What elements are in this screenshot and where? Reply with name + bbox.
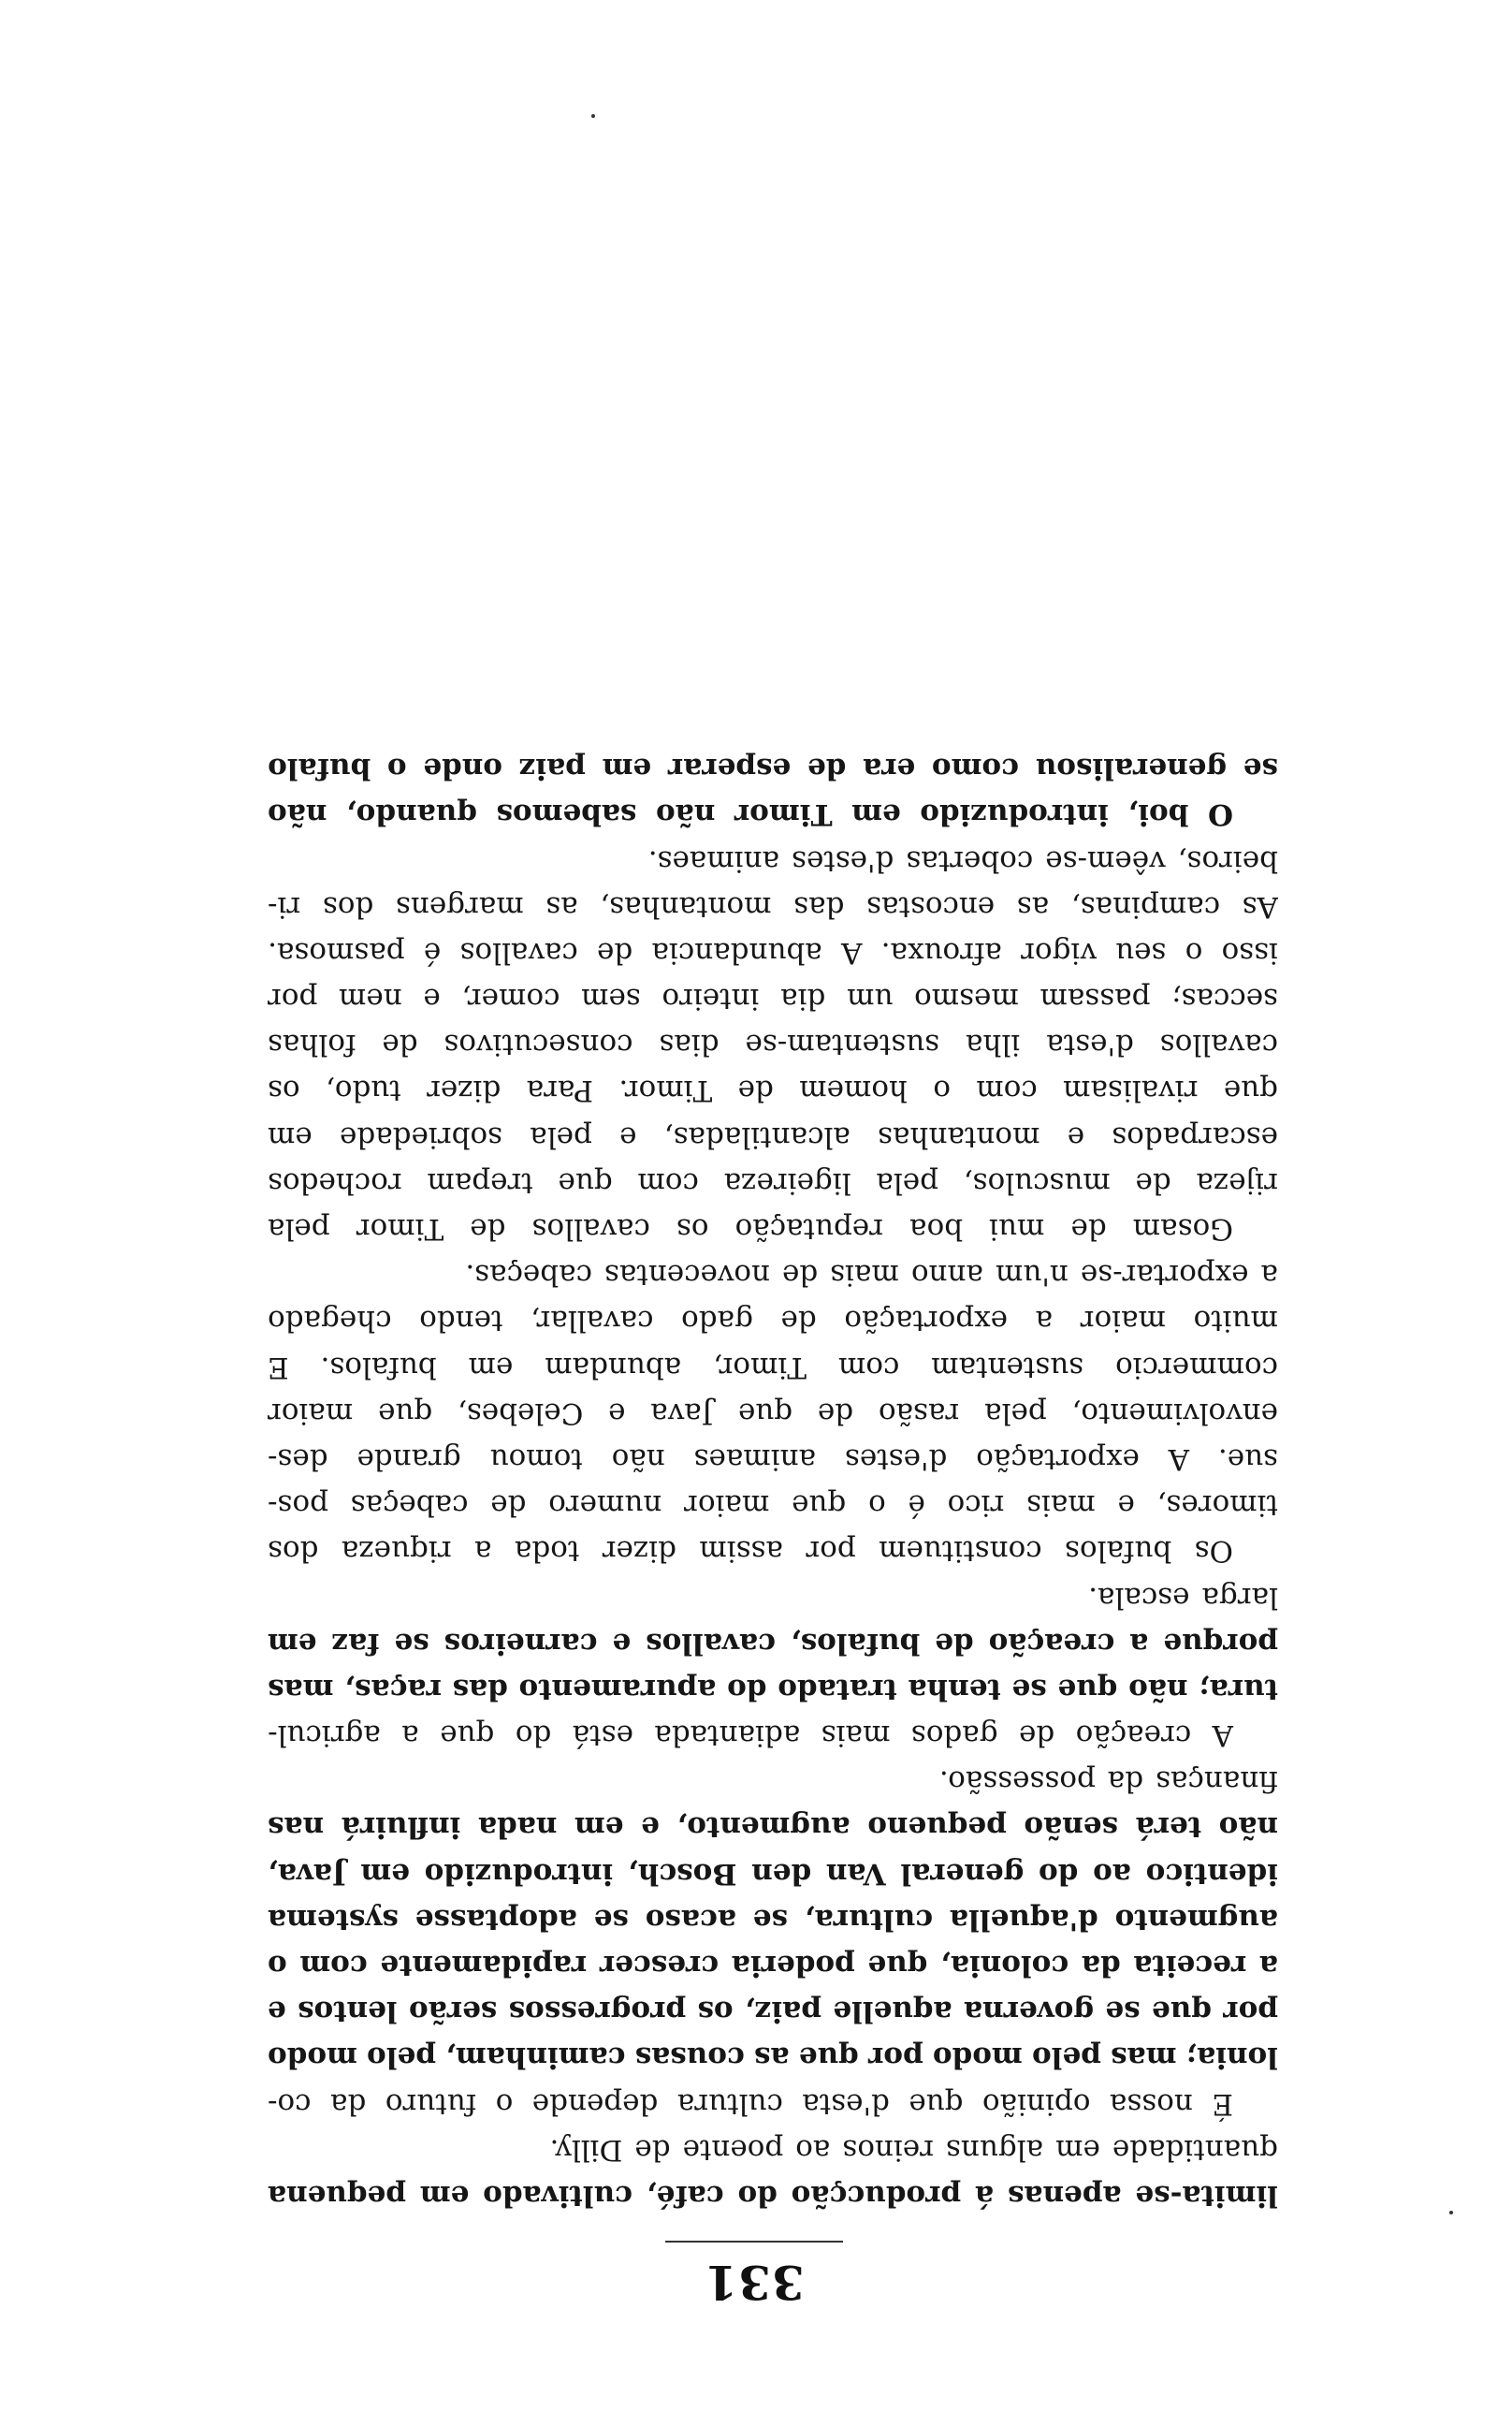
text-line: porque a creação de bufalos, cavallos e carneiros se faz em xyxy=(268,1626,1278,1660)
text-line: A creação de gados mais adiantada está do que a agricul- xyxy=(268,1718,1233,1753)
text-line: quantidade em alguns reinos ao poente de Dilly. xyxy=(549,2132,1278,2167)
paragraph xyxy=(268,1251,1278,1573)
text-line: por que se governa aquelle paiz, os progressos serão lentos e xyxy=(268,1995,1278,2029)
text-line: tura; não que se tenha tratado do apuramento das raças, mas xyxy=(268,1672,1278,1706)
text-line: seccas; passam mesmo um dia inteiro sem comer, e nem por xyxy=(268,982,1278,1016)
text-line: a receita da colonia, que poderia crescer rapidamente com o xyxy=(268,1949,1278,1983)
text-line: se generalisou como era de esperar em paiz onde o bufalo xyxy=(268,752,1278,786)
text-line: beiros, vêem-se cobertas d'estes animaes. xyxy=(647,843,1278,878)
text-line: escarpados e montanhas alcantiladas, e pela sobriedade em xyxy=(268,1119,1278,1154)
text-line: limita-se apenas á producção do café, cultivado em pequena xyxy=(268,2179,1278,2213)
ink-speck xyxy=(1449,2211,1453,2214)
text-line: isso o seu vigor afrouxa. A abundancia de cavallos é pasmosa. xyxy=(268,935,1278,970)
text-line: lonia; mas pelo modo por que as cousas caminham, pelo modo xyxy=(268,2040,1278,2075)
text-line: As campinas, as encostas das montanhas, as margens dos ri- xyxy=(268,889,1278,924)
text-line: larga escala. xyxy=(1088,1580,1278,1615)
text-line: cavallos d'esta ilha sustentam-se dias consecutivos de folhas xyxy=(268,1028,1278,1062)
page-body-text xyxy=(268,745,1278,2218)
text-line: O boi, introduzido em Timor não sabemos quando, não xyxy=(268,797,1233,832)
paragraph xyxy=(268,2126,1278,2218)
text-line: É nossa opinião que d'esta cultura depende o futuro da co- xyxy=(268,2086,1233,2121)
ink-speck xyxy=(591,114,595,118)
text-line: finanças da possessão. xyxy=(938,1764,1278,1799)
text-line: muito maior a exportação de gado cavallar, tendo chegado xyxy=(268,1304,1278,1338)
text-line: Os bufalos constituem por assim dizer toda a riqueza dos xyxy=(268,1534,1233,1569)
text-line: sue. A exportação d'estes animaes não tomou grande des- xyxy=(268,1442,1278,1476)
paragraph xyxy=(268,1758,1278,2126)
text-line: augmento d'aquella cultura, se acaso se adoptasse systema xyxy=(268,1902,1278,1936)
text-line: rijeza de musculos, pela ligeireza com que trepam rochedos xyxy=(268,1165,1278,1200)
text-line: envolvimento, pela rasão de que Java e Celebes, que maior xyxy=(268,1395,1278,1430)
text-line: a exportar-se n'um anno mais de novecentas cabeças. xyxy=(465,1258,1278,1293)
paragraph xyxy=(268,837,1278,1251)
text-line: commercio sustentam com Timor, abundam em bufalos. E xyxy=(268,1350,1278,1384)
page-number: 331 xyxy=(704,2255,805,2310)
text-line: identico ao do general Van den Bosch, introduzido em Java, xyxy=(268,1856,1278,1891)
paragraph xyxy=(268,745,1278,837)
paragraph xyxy=(268,1573,1278,1758)
header-rule xyxy=(665,2241,843,2243)
text-line: que rivalisam com o homem de Timor. Para dizer tudo, os xyxy=(268,1074,1278,1108)
text-line: não terá senão pequeno augmento, e em nada influirá nas xyxy=(268,1810,1278,1845)
text-line: Gosam de mui boa reputação os cavallos de Timor pela xyxy=(268,1212,1233,1247)
text-line: timores, e mais rico é o que maior numero de cabeças pos- xyxy=(268,1488,1278,1523)
